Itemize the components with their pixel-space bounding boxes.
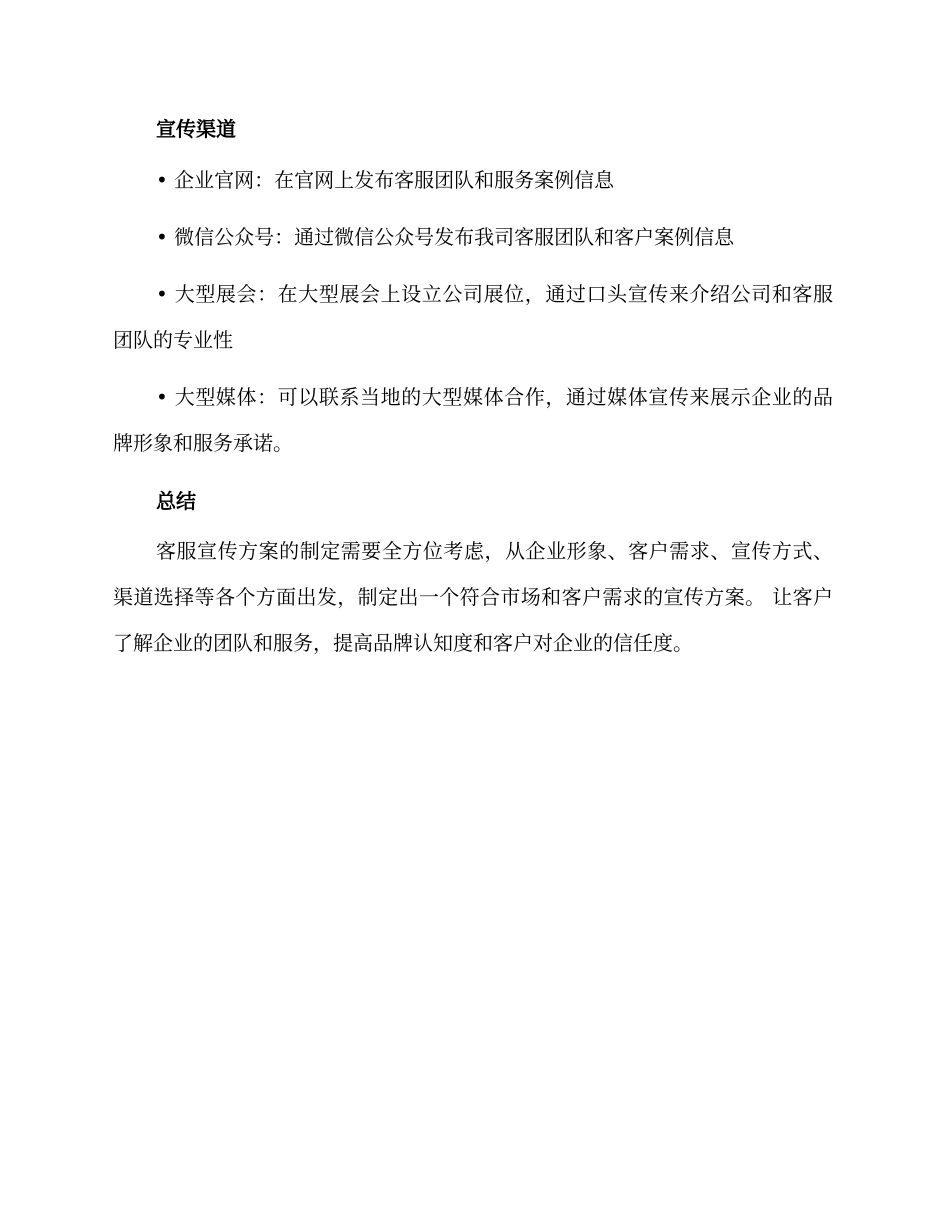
list-item-website: • 企业官网：在官网上发布客服团队和服务案例信息: [156, 168, 615, 192]
list-item-media: • 大型媒体：可以联系当地的大型媒体合作，通过媒体宣传来展示企业的品牌形象和服务承诺。: [113, 385, 833, 455]
section-heading-channels: 宣传渠道: [156, 117, 236, 141]
list-item-wechat: • 微信公众号：通过微信公众号发布我司客服团队和客户案例信息: [156, 225, 735, 249]
summary-paragraph: 客服宣传方案的制定需要全方位考虑，从企业形象、客户需求、宣传方式、渠道选择等各个方面出发，制定出一个符合市场和客户需求的宣传方案。 让客户了解企业的团队和服务，提高品牌认知度和客户对企业的信任度。: [113, 539, 833, 655]
document-body: [113, 112, 833, 666]
section-heading-summary: 总结: [156, 489, 196, 513]
list-item-exhibition: • 大型展会：在大型展会上设立公司展位，通过口头宣传来介绍公司和客服团队的专业性: [113, 282, 833, 352]
